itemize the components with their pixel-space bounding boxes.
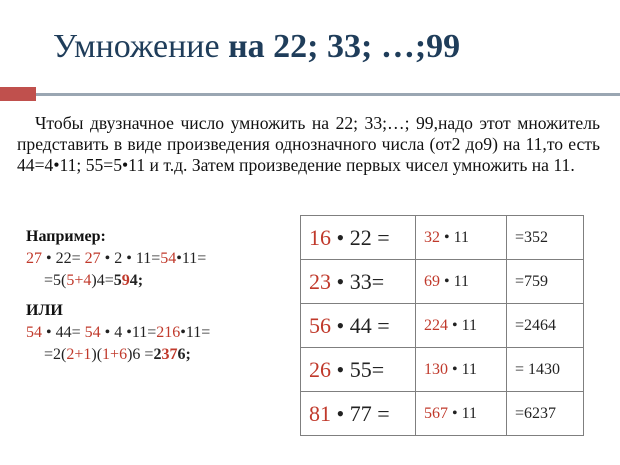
title-rule-accent — [0, 87, 36, 101]
result-cell: = 1430 — [507, 348, 584, 392]
example2-line2: =2(2+1)(1+6)6 =2376; — [44, 346, 191, 363]
table-row — [301, 392, 584, 436]
table-row — [301, 304, 584, 348]
table-row — [301, 348, 584, 392]
example-ili: ИЛИ — [26, 302, 63, 319]
factored-cell: 32 • 11 — [416, 216, 507, 260]
example1-line1: 27 • 22= 27 • 2 • 11=54•11= — [26, 250, 207, 267]
expression-cell: 23 • 33= — [301, 260, 416, 304]
worked-examples — [26, 226, 291, 366]
result-cell: =759 — [507, 260, 584, 304]
intro-paragraph: Чтобы двузначное число умножить на 22; 33;…; 99,надо этот множитель представить в виде произведения однозначного числа (от2 до9) на 11,то есть 44=4•11; 55=5•11 и т.д. Затем произведение первых чисел умножить на 11. — [17, 113, 600, 175]
table-row — [301, 216, 584, 260]
factored-cell: 69 • 11 — [416, 260, 507, 304]
slide-title — [53, 28, 460, 66]
factored-cell: 130 • 11 — [416, 348, 507, 392]
title-rule-line — [36, 93, 620, 96]
result-cell: =6237 — [507, 392, 584, 436]
result-cell: =352 — [507, 216, 584, 260]
title-regular: Умножение — [53, 28, 229, 65]
multiplication-table — [300, 215, 584, 436]
expression-cell: 56 • 44 = — [301, 304, 416, 348]
example1-line2: =5(5+4)4=594; — [44, 272, 144, 289]
title-bold: на 22; 33; …;99 — [228, 28, 461, 65]
example-heading: Например: — [26, 228, 106, 245]
expression-cell: 26 • 55= — [301, 348, 416, 392]
expression-cell: 81 • 77 = — [301, 392, 416, 436]
table-row — [301, 260, 584, 304]
expression-cell: 16 • 22 = — [301, 216, 416, 260]
result-cell: =2464 — [507, 304, 584, 348]
example2-line1: 54 • 44= 54 • 4 •11=216•11= — [26, 324, 211, 341]
factored-cell: 224 • 11 — [416, 304, 507, 348]
factored-cell: 567 • 11 — [416, 392, 507, 436]
